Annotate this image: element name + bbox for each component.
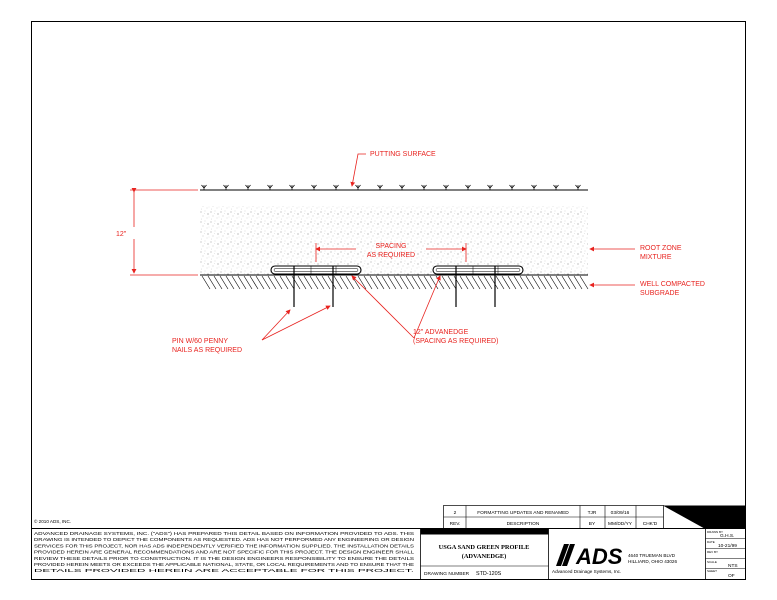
- pin-label-line2: NAILS AS REQUIRED: [172, 347, 243, 354]
- hatch-line: [364, 276, 372, 289]
- address-line2: HILLIARD, OHIO 43026: [628, 559, 678, 564]
- hatch-line: [496, 276, 504, 289]
- grass-tuft: [466, 185, 471, 190]
- hatch-line: [304, 276, 312, 289]
- hatch-line: [406, 276, 414, 289]
- hatch-line: [370, 276, 378, 289]
- rev-header-date: MM/DD/YY: [608, 522, 632, 527]
- drawing-number-label: DRAWING NUMBER: [424, 572, 470, 577]
- hatch-line: [484, 276, 492, 289]
- disclaimer: [34, 531, 415, 573]
- date-value: 10-21/99: [718, 544, 737, 549]
- spacing-label-line1: SPACING: [375, 243, 407, 250]
- disclaimer-line: SERVICES FOR THIS PROJECT, NOR HAS ADS INDEPENDENTLY VERIFIED THE INFORMATION SUPPLIED. THE INSTALLATION DETAILS: [34, 543, 414, 549]
- hatch-line: [550, 276, 558, 289]
- hatch-line: [202, 276, 210, 289]
- hatch-line: [574, 276, 582, 289]
- hatch-line: [358, 276, 366, 289]
- hatch-line: [502, 276, 510, 289]
- hatch-line: [214, 276, 222, 289]
- scale-label: SCALE: [707, 560, 717, 564]
- drawing-number: STD-120S: [476, 571, 502, 577]
- hatch-line: [316, 276, 324, 289]
- hatch-line: [478, 276, 486, 289]
- grass-tuft: [510, 185, 515, 190]
- advanedge-left: [271, 266, 361, 274]
- hatch-line: [424, 276, 432, 289]
- hatch-line: [526, 276, 534, 289]
- putting-surface-label: PUTTING SURFACE: [370, 151, 436, 158]
- rev-header-description: DESCRIPTION: [506, 522, 540, 527]
- grass-tuft: [400, 185, 405, 190]
- disclaimer-line: DRAWING IS INTENDED TO DEPICT THE COMPONENTS AS REQUESTED. ADS HAS NOT PERFORMED ANY ENGINEERING OR DESIGN: [34, 537, 414, 543]
- rev-by-label: REV BY: [707, 550, 719, 554]
- hatch-line: [556, 276, 564, 289]
- rev-number: 2: [453, 511, 457, 516]
- hatch-line: [490, 276, 498, 289]
- svg-text:ADS: ADS: [576, 544, 623, 569]
- hatch-line: [232, 276, 240, 289]
- grass-tuft: [224, 185, 229, 190]
- hatch-line: [538, 276, 546, 289]
- grass-tuft: [444, 185, 449, 190]
- hatch-line: [262, 276, 270, 289]
- hatch-line: [376, 276, 384, 289]
- hatch-line: [508, 276, 516, 289]
- company-name: Advanced Drainage Systems, Inc.: [552, 569, 622, 574]
- hatch-line: [562, 276, 570, 289]
- drawing-title-line2: (ADVANEDGE): [461, 553, 507, 560]
- drawing-title-line1: USGA SAND GREEN PROFILE: [438, 544, 530, 551]
- root-zone-label-line1: ROOT ZONE: [640, 245, 682, 252]
- grass-tuft: [576, 185, 581, 190]
- hatch-line: [298, 276, 306, 289]
- rev-header-by: BY: [588, 522, 596, 527]
- hatch-line: [238, 276, 246, 289]
- grass-tuft: [356, 185, 361, 190]
- subgrade-hatching: [202, 276, 588, 289]
- subgrade-label-line2: SUBGRADE: [640, 290, 680, 297]
- sheet-label: SHEET: [707, 569, 718, 573]
- rev-description: FORMATTING UPDATES AND RENAMED: [477, 511, 569, 516]
- hatch-line: [334, 276, 342, 289]
- hatch-line: [448, 276, 456, 289]
- disclaimer-line: ADVANCED DRAINAGE SYSTEMS, INC. ("ADS") HAS PREPARED THIS DETAIL BASED ON INFORMATION PROVIDED TO ADS. THIS: [34, 531, 414, 536]
- date-label: DATE: [707, 540, 715, 544]
- hatch-line: [286, 276, 294, 289]
- disclaimer-line: REVIEW THESE DETAILS PRIOR TO CONSTRUCTION. IT IS THE DESIGN ENGINEERS RESPONSIBILITY TO ENSURE THE DETAILS: [34, 555, 414, 561]
- hatch-line: [514, 276, 522, 289]
- disclaimer-line: PROVIDED HEREIN ARE GENERAL RECOMMENDATIONS AND ARE NOT SPECIFIC FOR THIS PROJECT. THE DESIGN ENGINEER SHALL: [34, 549, 415, 555]
- grass-tufts: [202, 185, 581, 190]
- hatch-line: [532, 276, 540, 289]
- hatch-line: [400, 276, 408, 289]
- hatch-line: [442, 276, 450, 289]
- rev-header-chkd: CHK'D: [642, 522, 658, 527]
- hatch-line: [388, 276, 396, 289]
- hatch-line: [382, 276, 390, 289]
- copyright: © 2010 ADS, INC.: [34, 519, 72, 524]
- rev-date: 03/09/16: [610, 511, 630, 516]
- hatch-line: [226, 276, 234, 289]
- root-zone-fill: [200, 206, 588, 275]
- grass-tuft: [290, 185, 295, 190]
- disclaimer-line: DETAILS PROVIDED HEREIN ARE ACCEPTABLE FOR THIS PROJECT.: [34, 568, 414, 574]
- hatch-line: [580, 276, 588, 289]
- hatch-line: [394, 276, 402, 289]
- drawn-by: G.H.S.: [720, 534, 735, 539]
- depth-label: 12": [116, 231, 127, 238]
- disclaimer-line: PROVIDED HEREIN MEETS OR EXCEEDS THE APPLICABLE NATIONAL, STATE, OR LOCAL REQUIREMENTS AND TO ENSURE THAT THE: [34, 562, 414, 567]
- grass-tuft: [202, 185, 207, 190]
- spacing-label-line2: AS REQUIRED: [366, 252, 416, 259]
- hatch-line: [292, 276, 300, 289]
- hatch-line: [322, 276, 330, 289]
- hatch-line: [568, 276, 576, 289]
- pin-label-line1: PIN W/60 PENNY: [172, 338, 229, 345]
- grass-tuft: [246, 185, 251, 190]
- advanedge-label-line1: 12" ADVANEDGE: [413, 329, 469, 336]
- hatch-line: [268, 276, 276, 289]
- grass-tuft: [312, 185, 317, 190]
- advanedge-right: [433, 266, 523, 274]
- grass-tuft: [334, 185, 339, 190]
- advanedge-label-line2: (SPACING AS REQUIRED): [413, 338, 499, 345]
- hatch-line: [346, 276, 354, 289]
- hatch-line: [208, 276, 216, 289]
- hatch-line: [220, 276, 228, 289]
- grass-tuft: [422, 185, 427, 190]
- grass-tuft: [268, 185, 273, 190]
- grass-tuft: [554, 185, 559, 190]
- hatch-line: [250, 276, 258, 289]
- hatch-line: [418, 276, 426, 289]
- sheet-value: OF: [728, 574, 735, 579]
- hatch-line: [412, 276, 420, 289]
- hatch-line: [274, 276, 282, 289]
- hatch-line: [256, 276, 264, 289]
- grass-tuft: [532, 185, 537, 190]
- rev-by: TJR: [587, 511, 597, 516]
- hatch-line: [472, 276, 480, 289]
- sheet-border: [32, 22, 746, 580]
- hatch-line: [340, 276, 348, 289]
- address-line1: 4640 TRUEMAN BLVD: [628, 553, 676, 558]
- hatch-line: [244, 276, 252, 289]
- grass-tuft: [378, 185, 383, 190]
- hatch-line: [544, 276, 552, 289]
- subgrade-label-line1: WELL COMPACTED: [640, 281, 705, 288]
- hatch-line: [310, 276, 318, 289]
- scale-value: NTS: [728, 564, 738, 569]
- ads-logo: [556, 544, 623, 569]
- hatch-line: [430, 276, 438, 289]
- hatch-line: [466, 276, 474, 289]
- hatch-line: [280, 276, 288, 289]
- hatch-line: [520, 276, 528, 289]
- hatch-line: [454, 276, 462, 289]
- hatch-line: [328, 276, 336, 289]
- drawn-by-label: DRAWN BY: [707, 530, 724, 534]
- grass-tuft: [488, 185, 493, 190]
- rev-header-rev: REV.: [449, 522, 461, 527]
- root-zone-label-line2: MIXTURE: [640, 254, 672, 261]
- title-block-text: [34, 510, 738, 579]
- hatch-line: [460, 276, 468, 289]
